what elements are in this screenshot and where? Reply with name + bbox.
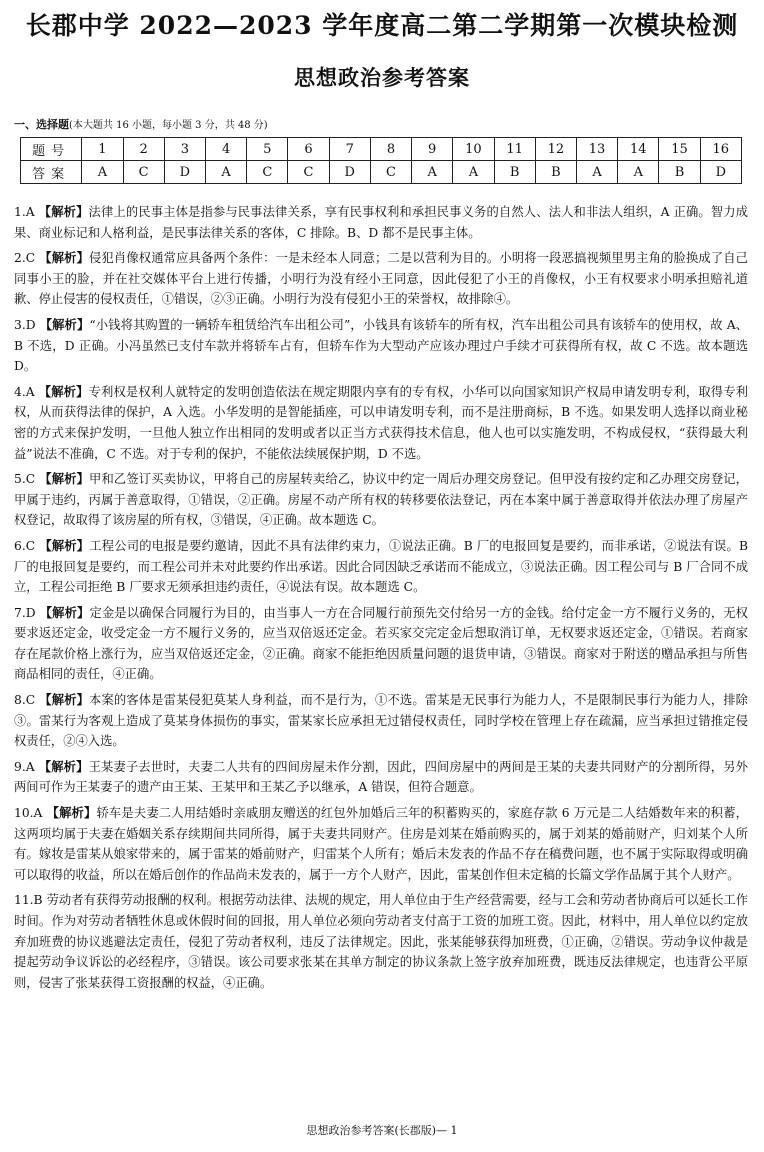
page-footer: 思想政治参考答案(长郡版)— 1 (306, 1124, 458, 1137)
question-number-cell: 1 (82, 138, 123, 161)
answer-cell: A (576, 161, 617, 184)
explanation-tag: 【解析】 (39, 537, 90, 553)
explanation-text: 侵犯肖像权通常应具备两个条件：一是未经本人同意；二是以营利为目的。小明将一段恶搞视频里男主角的脸换成了自己同事小王的脸，并在社交媒体平台上进行传播，小明行为没有经小王同意，因此侵犯了小王的肖像权，小王有权要求小明承担赔礼道歉、停止侵害的侵权责任，①错误，②③正确。小明行为没有侵犯小王的荣誉权，故排除④。 (14, 251, 748, 307)
explanation-text: “小钱将其购置的一辆轿车租赁给汽车出租公司”，小钱具有该轿车的所有权，汽车出租公司具有该轿车的使用权，故 A、B 不选，D 正确。小冯虽然已支付车款并将轿车占有，但轿车作为大型动产应该办理过户手续才可获得所有权，故 C 不选。故本题选 D。 (14, 317, 748, 374)
question-number-cell: 12 (535, 138, 576, 161)
explanation-text: 专利权是权利人就特定的发明创造依法在规定期限内享有的专有权，小华可以向国家知识产权局申请发明专利，取得专利权，从而获得法律的保护，A 入选。小华发明的是智能插座，可以申请发明专利，而不是注册商标，B 不选。如果发明人选择以商业秘密的方式来保护发明，一旦他人独立作出相同的发明或者以正当方式获得技术信息，他人也可以实施发明，不构成侵权，“获得最大利益”说法不准确，C 不选。对于专利的保护，不能依法续展保护期，D 不选。 (14, 384, 748, 461)
explanation-tag: 【解析】 (38, 383, 89, 399)
question-number-cell: 4 (205, 138, 246, 161)
explanation-item (14, 315, 748, 377)
explanation-item (14, 690, 748, 752)
question-number-cell: 9 (412, 138, 453, 161)
page-title: 长郡中学 2022—2023 学年度高二第二学期第一次模块检测 (25, 11, 739, 40)
answer-cell: A (618, 161, 659, 184)
section-heading-label: 一、选择题 (14, 118, 69, 131)
answer-cell: C (123, 161, 164, 184)
explanation-item (14, 757, 748, 798)
answer-cell: A (453, 161, 494, 184)
answer-table (20, 137, 742, 184)
explanation-item (14, 248, 748, 310)
explanation-tag: 【解析】 (38, 758, 89, 774)
answer-cell: A (82, 161, 123, 184)
answer-cell: B (494, 161, 535, 184)
explanation-number: 3.D (14, 317, 36, 332)
explanation-tag: 【解析】 (39, 316, 90, 332)
answer-cell: D (329, 161, 370, 184)
page-subtitle: 思想政治参考答案 (294, 66, 470, 90)
answer-cell: B (659, 161, 700, 184)
explanation-text: 劳动者有获得劳动报酬的权利。根据劳动法律、法规的规定，用人单位由于生产经营需要，经与工会和劳动者协商后可以延长工作时间。作为对劳动者牺牲休息或休假时间的回报，用人单位必须向劳动者支付高于工资的加班工资。因此，材料中，用人单位以约定放弃加班费的协议逃避法定责任，侵犯了劳动者权利，违反了法律规定。因此，张某能够获得加班费，①正确，②错误。劳动争议仲裁是提起劳动争议诉讼的必经程序，③错误。该公司要求张某在其单方制定的协议条款上签字放弃加班费，既违反法律规定，也违背公平原则，侵害了张某获得工资报酬的权益，④正确。 (14, 893, 748, 990)
explanation-number: 11.B (14, 893, 43, 908)
explanation-text: 王某妻子去世时，夫妻二人共有的四间房屋未作分割，因此，四间房屋中的两间是王某的夫妻共同财产的分割所得，另外两间可作为王某妻子的遗产由王某、王某甲和王某乙予以继承，A 错误，但符合题意。 (14, 759, 748, 795)
answer-cell: D (164, 161, 205, 184)
explanation-text: 轿车是夫妻二人用结婚时亲戚朋友赠送的红包外加婚后三年的积蓄购买的，家庭存款 6 万元是二人结婚数年来的积蓄，这两项均属于夫妻在婚姻关系存续期间共同所得，属于夫妻共同财产。住房是刘某在婚前购买的，属于刘某的婚前财产，归刘某个人所有。嫁妆是雷某从娘家带来的，属于雷某的婚前财产，归雷某个人所有；婚后未发表的作品不存在稿费问题，也不属于实际取得或明确可以取得的收益，所以在婚后创作的作品尚未发表的，属于一方个人财产，因此，雷某创作但未定稿的长篇文学作品属于其个人财产。 (14, 806, 748, 882)
explanation-number: 5.C (14, 472, 36, 487)
question-number-cell: 13 (576, 138, 617, 161)
explanation-number: 8.C (14, 693, 36, 708)
explanation-tag: 【解析】 (46, 805, 97, 821)
explanation-tag: 【解析】 (38, 204, 89, 219)
explanation-tag: 【解析】 (39, 250, 90, 266)
explanation-number: 7.D (14, 605, 36, 620)
explanation-item (14, 536, 748, 598)
explanation-item (14, 890, 748, 993)
question-number-cell: 6 (288, 138, 329, 161)
explanation-item (14, 603, 748, 685)
answer-cell: D (700, 161, 741, 184)
explanation-tag: 【解析】 (39, 471, 90, 487)
explanation-number: 10.A (14, 806, 43, 821)
explanation-number: 9.A (14, 759, 35, 774)
question-number-cell: 16 (700, 138, 741, 161)
question-number-cell: 11 (494, 138, 535, 161)
explanation-item (14, 469, 748, 531)
section-heading (14, 116, 268, 132)
answer-table-answer-row (21, 161, 742, 184)
answer-table-row-label: 答案 (21, 161, 82, 184)
explanation-number: 4.A (14, 384, 35, 399)
explanation-item (14, 382, 748, 464)
answer-cell: A (205, 161, 246, 184)
explanation-number: 6.C (14, 538, 36, 553)
question-number-cell: 3 (164, 138, 205, 161)
question-number-cell: 10 (453, 138, 494, 161)
answer-cell: A (412, 161, 453, 184)
question-number-cell: 15 (659, 138, 700, 161)
answer-cell: B (535, 161, 576, 184)
answer-cell: C (288, 161, 329, 184)
question-number-cell: 2 (123, 138, 164, 161)
answer-cell: C (370, 161, 411, 184)
explanation-number: 2.C (14, 251, 36, 266)
section-heading-note: (本大题共 16 小题，每小题 3 分，共 48 分) (69, 120, 268, 131)
explanation-text: 定金是以确保合同履行为目的，由当事人一方在合同履行前预先交付给另一方的金钱。给付定金一方不履行义务的，无权要求返还定金，收受定金一方不履行义务的，应当双倍返还定金。若买家交完定金后想取消订单，无权要求返还定金，①错误。若商家存在尾款价格上涨行为，应当双倍返还定金，②正确。商家不能拒绝因质量问题的退货申请，③错误。商家对于附送的赠品承担与所售商品相同的责任，④正确。 (14, 605, 748, 682)
explanation-tag: 【解析】 (39, 692, 90, 708)
explanation-item (14, 803, 748, 885)
explanation-item (14, 202, 748, 243)
explanation-text: 本案的客体是雷某侵犯莫某人身利益，而不是行为，①不选。雷某是无民事行为能力人，不是限制民事行为能力人，排除③。雷某行为客观上造成了莫某身体损伤的事实，雷某家长应承担无过错侵权责任，同时学校在管理上存在疏漏，应当承担过错推定侵权责任，②④入选。 (14, 693, 748, 749)
question-number-cell: 8 (370, 138, 411, 161)
answer-table-number-row (21, 138, 742, 161)
answer-table-row-label: 题号 (21, 138, 82, 161)
question-number-cell: 5 (247, 138, 288, 161)
question-number-cell: 7 (329, 138, 370, 161)
answer-cell: C (247, 161, 288, 184)
explanation-number: 1.A (14, 205, 35, 219)
explanation-tag: 【解析】 (39, 604, 90, 620)
question-number-cell: 14 (618, 138, 659, 161)
explanation-text: 甲和乙签订买卖协议，甲将自己的房屋转卖给乙，协议中约定一周后办理交房登记。但甲没有按约定和乙办理交房登记，甲属于违约，丙属于善意取得，①错误，②正确。房屋不动产所有权的转移要依法登记，丙在本案中属于善意取得并依法办理了房屋产权登记，故取得了该房屋的所有权，③错误，④正确。故本题选 C。 (14, 472, 748, 528)
explanation-list (14, 202, 748, 998)
explanation-text: 工程公司的电报是要约邀请，因此不具有法律约束力，①说法正确。B 厂的电报回复是要约，而非承诺，②说法有误。B 厂的电报回复是要约，而工程公司并未对此要约作出承诺。因此合同因缺乏承诺而不能成立，③说法正确。因工程公司与 B 厂合同不成立，工程公司拒绝 B 厂要求无须承担违约责任，④说法有误。故本题选 C。 (14, 538, 748, 595)
explanation-text: 法律上的民事主体是指参与民事法律关系，享有民事权利和承担民事义务的自然人、法人和非法人组织，A 正确。智力成果、商业标记和人格利益，是民事法律关系的客体，C 排除。B、D 都不是民事主体。 (14, 205, 748, 240)
